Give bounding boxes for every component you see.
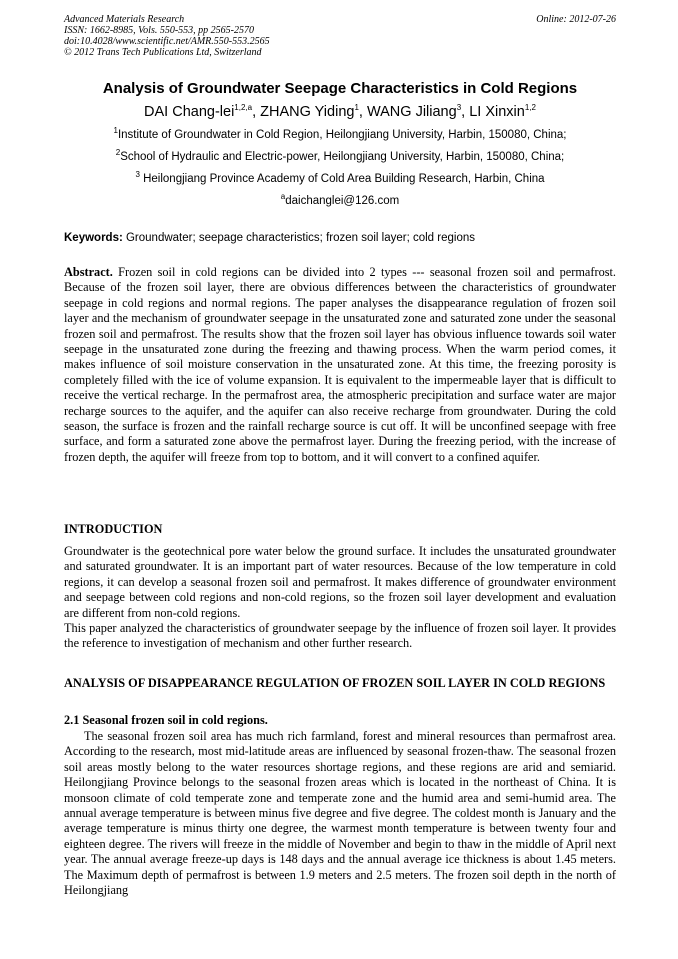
affiliation-1 bbox=[64, 128, 616, 142]
copyright-line: © 2012 Trans Tech Publications Ltd, Switzerland bbox=[64, 47, 262, 58]
author-separator: , bbox=[358, 104, 367, 120]
doi-line: doi:10.4028/www.scientific.net/AMR.550-553.2565 bbox=[64, 36, 270, 47]
affiliation-superscript: 2 bbox=[115, 148, 121, 158]
author-name: LI Xinxin bbox=[469, 104, 525, 120]
author-separator: , bbox=[252, 104, 261, 120]
author-superscript: 1 bbox=[354, 103, 359, 113]
subsection-body: The seasonal frozen soil area has much rich farmland, forest and mineral resources than permafrost area. According to the research, most mid-latitude areas are influenced by seasonal frozen-thaw. The seasonal frozen soil areas mostly belong to the water resources shortage regions, and these regions are arid and semiarid. Heilongjiang Province belongs to the seasonal frozen areas which is located in the northeast of China. It is monsoon climate of cold temperate zone and temperate zone and the humid area and semi-humid area. The annual average temperature is between minus five degree and five degree. The coldest month is January and the average temperature is minus thirty one degree, the warmest month temperature is between twenty four and eighteen degree. The rivers will freeze in the middle of November and begin to thaw in the middle of April next year. The annual average freeze-up days is 148 days and the annual average ice thickness is about 1.45 meters. The Maximum depth of permafrost is between 1.9 meters and 2.5 meters. The frozen soil depth in the north of Heilongjiang bbox=[64, 729, 616, 898]
section-heading-analysis: ANALYSIS OF DISAPPEARANCE REGULATION OF FROZEN SOIL LAYER IN COLD REGIONS bbox=[64, 676, 606, 690]
author-superscript: 1,2 bbox=[524, 103, 536, 113]
affiliation-text: Institute of Groundwater in Cold Region, Heilongjiang University, Harbin, 150080, China; bbox=[117, 129, 567, 141]
author-name: WANG Jiliang bbox=[366, 104, 457, 120]
paper-title: Analysis of Groundwater Seepage Characteristics in Cold Regions bbox=[102, 80, 578, 97]
author-line bbox=[64, 102, 616, 122]
section-heading-introduction: INTRODUCTION bbox=[64, 522, 163, 536]
email-superscript: a bbox=[280, 192, 286, 202]
affiliation-text: Heilongjiang Province Academy of Cold Area Building Research, Harbin, China bbox=[139, 173, 545, 185]
author-superscript: 1,2,a bbox=[234, 103, 253, 113]
paragraph: Groundwater is the geotechnical pore water below the ground surface. It includes the unsaturated groundwater and saturated groundwater. It is an important part of water resources. Because of the low temperature in cold regions, it can develop a seasonal frozen soil and permafrost. It makes difference of groundwater environment and seepage between cold regions and non-cold regions, so the frozen soil layer development and evaluation are different from non-cold regions. bbox=[64, 544, 616, 620]
issn-line: ISSN: 1662-8985, Vols. 550-553, pp 2565-2570 bbox=[64, 25, 254, 36]
journal-name: Advanced Materials Research bbox=[64, 14, 185, 25]
journal-header bbox=[64, 14, 616, 58]
author-superscript: 3 bbox=[456, 103, 462, 113]
affiliation-superscript: 3 bbox=[135, 170, 140, 180]
introduction-body bbox=[64, 544, 616, 652]
keywords-label: Keywords: bbox=[64, 232, 123, 244]
affiliation-2 bbox=[64, 150, 616, 164]
author-separator: , bbox=[461, 104, 470, 120]
email-text: daichanglei@126.com bbox=[285, 195, 400, 207]
author-name: ZHANG Yiding bbox=[260, 104, 355, 120]
keywords bbox=[64, 231, 616, 245]
affiliation-text: School of Hydraulic and Electric-power, Heilongjiang University, Harbin, 150080, China; bbox=[120, 151, 565, 163]
abstract-text: Frozen soil in cold regions can be divided into 2 types --- seasonal frozen soil and permafrost. Because of the frozen soil layer, there are obvious differences between the characteristics of groundwater seepage in cold regions and normal regions. The paper analyses the disappearance regulation of frozen soil layer and the mechanism of groundwater seepage in the unsaturated zone and saturated zone under the seasonal frozen soil and permafrost. The results show that the frozen soil layer has obvious influence towards soil water seepage in the unsaturated zone during the freezing and thawing process. When the warm period comes, it makes influence of soil moisture conservation in the unsaturated zone. At this time, the freezing porosity is completely filled with the ice of volume expansion. It is equivalent to the impermeable layer that is difficult to receive the vertical recharge. In the permafrost area, the atmospheric precipitation and surface water are major recharge sources to the aquifer, and the aquifer can also receive recharge from groundwater. During the cold season, the surface is frozen and the rainfall recharge source is cut off. It will be unconfined seepage with free surface, and form a saturated zone above the permafrost layer. During the freezing period, with the increase of frozen depth, the aquifer will freeze from top to bottom, and it will convert to a confined aquifer. bbox=[64, 265, 616, 464]
online-date: Online: 2012-07-26 bbox=[536, 14, 616, 25]
abstract bbox=[64, 265, 616, 465]
author-name: DAI Chang-lei bbox=[144, 104, 235, 120]
abstract-label: Abstract. bbox=[64, 265, 113, 279]
paragraph: This paper analyzed the characteristics of groundwater seepage by the influence of frozen soil layer. It provides the reference to investigation of mechanism and other further research. bbox=[64, 621, 616, 651]
keywords-text: Groundwater; seepage characteristics; frozen soil layer; cold regions bbox=[122, 232, 475, 244]
subsection-heading: 2.1 Seasonal frozen soil in cold regions. bbox=[64, 713, 268, 727]
affiliation-3 bbox=[64, 172, 616, 186]
affiliation-superscript: 1 bbox=[113, 126, 118, 136]
author-email bbox=[64, 194, 616, 208]
